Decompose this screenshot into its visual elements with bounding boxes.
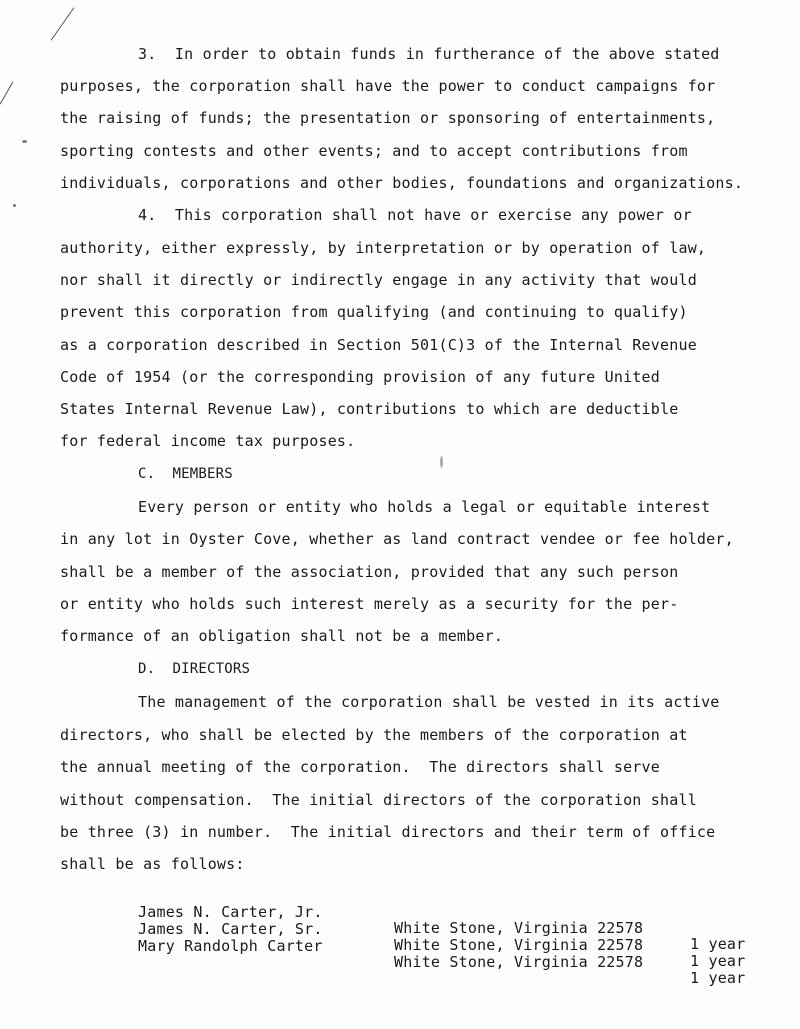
paragraph-4-line: Code of 1954 (or the corresponding provision of any future United [60, 368, 660, 386]
section-c-line: in any lot in Oyster Cove, whether as land contract vendee or fee holder, [60, 530, 734, 548]
director-term: 1 year [690, 935, 746, 953]
section-c-line: formance of an obligation shall not be a member. [60, 627, 504, 645]
section-d-line: be three (3) in number. The initial directors and their term of office [60, 823, 716, 841]
paragraph-3-line: individuals, corporations and other bodies, foundations and organizations. [60, 174, 744, 192]
section-d-line: the annual meeting of the corporation. The directors shall serve [60, 758, 660, 776]
director-location: White Stone, Virginia 22578 [394, 919, 644, 937]
section-d-line: shall be as follows: [60, 855, 245, 873]
section-d-line: without compensation. The initial directors of the corporation shall [60, 791, 697, 809]
paragraph-4-line: prevent this corporation from qualifying (and continuing to qualify) [60, 303, 688, 321]
scan-mark [0, 81, 13, 104]
paragraph-4-line: 4. This corporation shall not have or exercise any power or [138, 206, 692, 224]
director-location: White Stone, Virginia 22578 [394, 953, 644, 971]
section-d-line: The management of the corporation shall be vested in its active [138, 693, 720, 711]
paragraph-3-line: purposes, the corporation shall have the power to conduct campaigns for [60, 77, 716, 95]
paragraph-3-line: 3. In order to obtain funds in furtherance of the above stated [138, 45, 720, 63]
section-d-line: directors, who shall be elected by the members of the corporation at [60, 726, 688, 744]
scan-speck [22, 140, 27, 143]
director-location: White Stone, Virginia 22578 [394, 936, 644, 954]
scan-speck [440, 456, 443, 468]
paragraph-4-line: authority, either expressly, by interpretation or by operation of law, [60, 239, 707, 257]
paragraph-4-line: nor shall it directly or indirectly engage in any activity that would [60, 271, 697, 289]
paragraph-4-line: as a corporation described in Section 501(C)3 of the Internal Revenue [60, 336, 697, 354]
director-name: Mary Randolph Carter [138, 937, 323, 955]
scan-speck [13, 204, 16, 207]
section-c-line: shall be a member of the association, provided that any such person [60, 563, 679, 581]
director-term: 1 year [690, 969, 746, 987]
section-c-line: or entity who holds such interest merely as a security for the per- [60, 595, 679, 613]
director-term: 1 year [690, 952, 746, 970]
section-d-heading: D. DIRECTORS [138, 661, 251, 677]
director-name: James N. Carter, Jr. [138, 903, 323, 921]
paragraph-4-line: for federal income tax purposes. [60, 432, 356, 450]
paragraph-3-line: sporting contests and other events; and to accept contributions from [60, 142, 688, 160]
paragraph-3-line: the raising of funds; the presentation or sponsoring of entertainments, [60, 109, 716, 127]
section-c-heading: C. MEMBERS [138, 466, 233, 482]
director-row [0, 919, 800, 987]
scan-mark [51, 7, 75, 40]
director-name: James N. Carter, Sr. [138, 920, 323, 938]
paragraph-4-line: States Internal Revenue Law), contributions to which are deductible [60, 400, 679, 418]
section-c-line: Every person or entity who holds a legal or equitable interest [138, 498, 711, 516]
